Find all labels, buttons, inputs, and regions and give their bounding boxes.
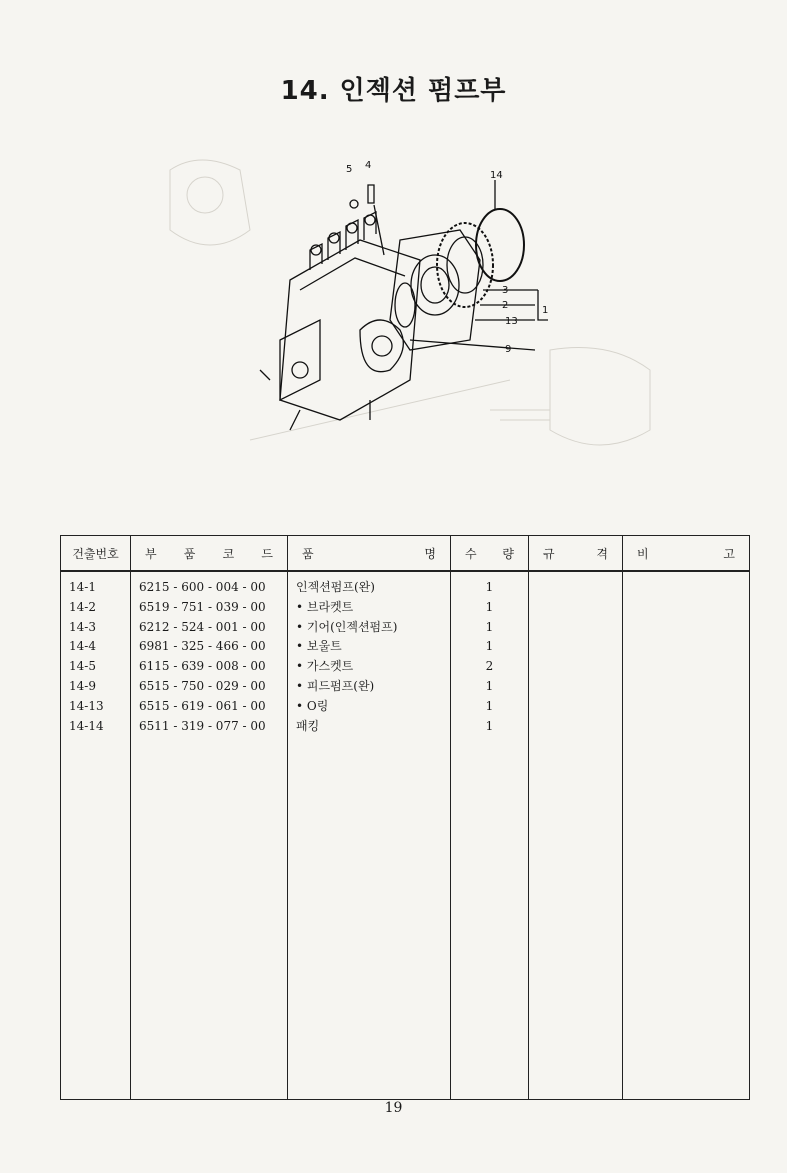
table-cell-code: 6212 - 524 - 001 - 00 [139, 619, 266, 634]
page-title: 14. 인젝션 펌프부 [280, 76, 507, 106]
table-cell-code: 6981 - 325 - 466 - 00 [139, 639, 266, 654]
callout-4: 4 [365, 160, 372, 171]
header-spec: 규 격 [529, 536, 623, 572]
table-cell-name: • 보울트 [296, 639, 342, 654]
table-cell-qty: 1 [485, 619, 494, 634]
column-part-code [131, 571, 288, 1100]
header-part-code: 부 품 코 드 [131, 536, 288, 572]
table-cell-no: 14-9 [69, 678, 96, 693]
table-cell-qty: 2 [485, 659, 494, 674]
table-cell-no: 14-1 [69, 580, 96, 594]
column-remark [623, 571, 750, 1100]
table-cell-code: 6511 - 319 - 077 - 00 [139, 718, 266, 733]
table-cell-name: • 가스켓트 [296, 659, 354, 674]
table-cell-name: • 기어(인젝션펌프) [296, 619, 398, 634]
table-cell-code: 6215 - 600 - 004 - 00 [139, 580, 266, 594]
table-body [61, 571, 750, 1100]
page-number: 19 [384, 1100, 403, 1116]
table-cell-name: 패킹 [296, 718, 320, 733]
callout-3: 3 [502, 285, 509, 296]
table-cell-code: 6519 - 751 - 039 - 00 [139, 599, 266, 614]
callout-9: 9 [505, 344, 512, 355]
callout-13: 13 [505, 316, 518, 327]
column-part-number [61, 571, 131, 1100]
table-cell-qty: 1 [485, 718, 494, 733]
table-cell-qty: 1 [485, 678, 494, 693]
table-cell-no: 14-3 [69, 619, 96, 634]
table-cell-qty: 1 [485, 599, 494, 614]
table-cell-no: 14-14 [69, 718, 104, 733]
parts-table [60, 535, 750, 1100]
table-cell-no: 14-5 [69, 659, 96, 674]
column-quantity [451, 571, 529, 1100]
table-cell-name: • 브라켓트 [296, 599, 354, 614]
table-cell-no: 14-13 [69, 698, 104, 713]
callout-2: 2 [502, 300, 509, 311]
header-part-name: 품 명 [288, 536, 451, 572]
callout-1: 1 [542, 305, 549, 316]
table-cell-qty: 1 [485, 698, 494, 713]
header-part-number: 건출번호 [61, 536, 131, 572]
table-cell-no: 14-2 [69, 599, 96, 614]
header-remark: 비 고 [623, 536, 750, 572]
header-quantity: 수 량 [451, 536, 529, 572]
table-cell-code: 6515 - 619 - 061 - 00 [139, 698, 266, 713]
callout-5: 5 [346, 164, 353, 175]
table-cell-qty: 1 [485, 580, 494, 594]
table-cell-code: 6115 - 639 - 008 - 00 [139, 659, 266, 674]
table-cell-no: 14-4 [69, 639, 96, 654]
table-cell-code: 6515 - 750 - 029 - 00 [139, 678, 266, 693]
table-header-row [61, 536, 750, 572]
column-part-name [288, 571, 451, 1100]
table-cell-name: • 피드펌프(완) [296, 678, 375, 693]
table-cell-qty: 1 [485, 639, 494, 654]
table-cell-name: • O링 [296, 698, 329, 713]
column-spec [529, 571, 623, 1100]
table-cell-name: 인젝션펌프(완) [296, 580, 375, 594]
callout-14: 14 [490, 170, 503, 181]
injection-pump-exploded-diagram [150, 110, 670, 490]
